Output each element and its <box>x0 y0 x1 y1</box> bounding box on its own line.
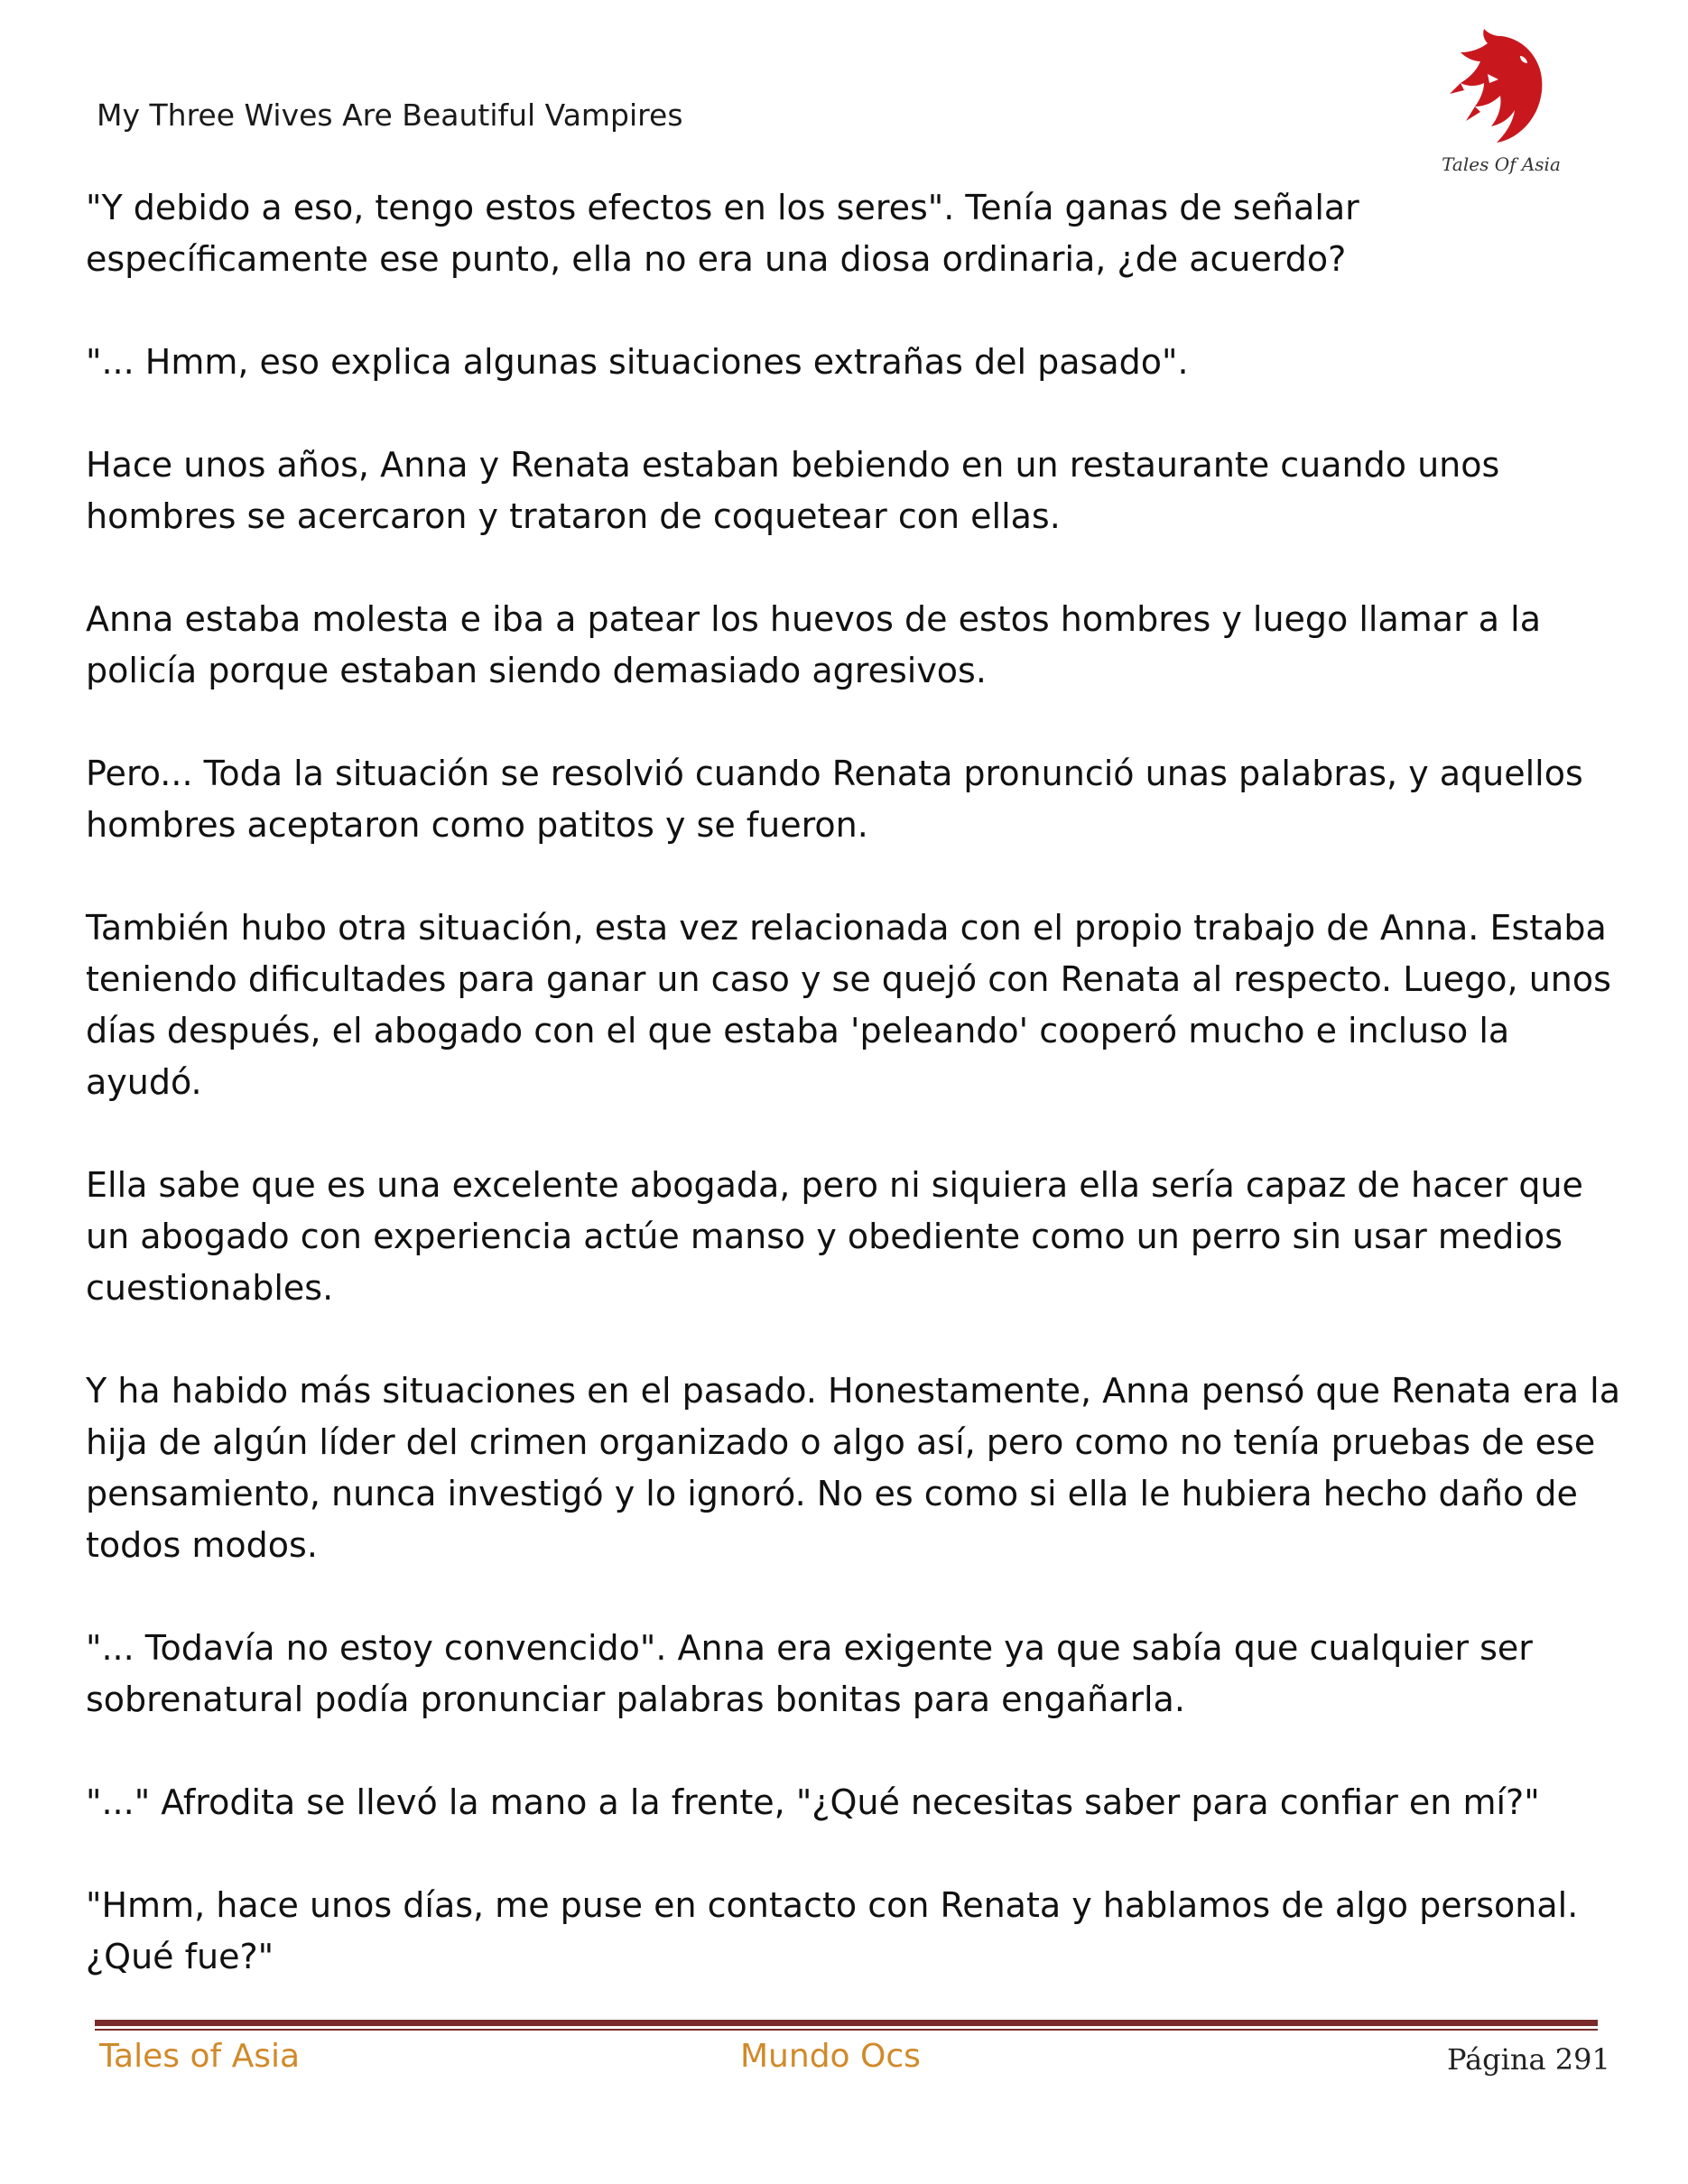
footer-divider <box>95 2020 1598 2031</box>
paragraph: "Hmm, hace unos días, me puse en contacto con Renata y hablamos de algo personal. ¿Qué fue?" <box>86 1885 1579 1976</box>
running-header-title: My Three Wives Are Beautiful Vampires <box>97 97 683 133</box>
paragraph: Ella sabe que es una excelente abogada, pero ni siquiera ella sería capaz de hacer que un abogado con experiencia actúe manso y obediente como un perro sin usar medios cuestionables. <box>86 1165 1583 1308</box>
tales-of-asia-logo <box>1433 20 1569 182</box>
red-dragon-icon <box>1433 20 1569 155</box>
footer-site-name: Tales of Asia <box>99 2038 301 2075</box>
paragraph: Anna estaba molesta e iba a patear los huevos de estos hombres y luego llamar a la policía porque estaban siendo demasiado agresivos. <box>86 599 1541 690</box>
paragraph: "... Todavía no estoy convencido". Anna era exigente ya que sabía que cualquier ser sobrenatural podía pronunciar palabras bonitas para engañarla. <box>86 1628 1533 1719</box>
paragraph: Y ha habido más situaciones en el pasado. Honestamente, Anna pensó que Renata era la hija de algún líder del crimen organizado o algo así, pero como no tenía pruebas de ese pensamiento, nunca investigó y lo ignoró. No es como si ella le hubiera hecho daño de todos modos. <box>86 1371 1620 1565</box>
paragraph: También hubo otra situación, esta vez relacionada con el propio trabajo de Anna. Estaba teniendo dificultades para ganar un caso y se quejó con Renata al respecto. Luego, unos días después, el abogado con el que estaba 'peleando' cooperó mucho e incluso la ayudó. <box>86 908 1611 1102</box>
paragraph: Pero... Toda la situación se resolvió cuando Renata pronunció unas palabras, y aquellos hombres aceptaron como patitos y se fueron. <box>86 754 1583 845</box>
paragraph: "..." Afrodita se llevó la mano a la frente, "¿Qué necesitas saber para confiar en mí?" <box>86 1782 1540 1822</box>
paragraph: "... Hmm, eso explica algunas situaciones extrañas del pasado". <box>86 342 1189 382</box>
paragraph: "Y debido a eso, tengo estos efectos en los seres". Tenía ganas de señalar específicamente ese punto, ella no era una diosa ordinaria, ¿de acuerdo? <box>86 188 1359 279</box>
footer-section-name: Mundo Ocs <box>740 2038 921 2075</box>
page-number: Página 291 <box>1447 2042 1610 2077</box>
logo-caption: Tales Of Asia <box>1442 153 1561 175</box>
paragraph: Hace unos años, Anna y Renata estaban bebiendo en un restaurante cuando unos hombres se acercaron y trataron de coquetear con ellas. <box>86 445 1500 536</box>
chapter-body <box>86 182 1620 2034</box>
